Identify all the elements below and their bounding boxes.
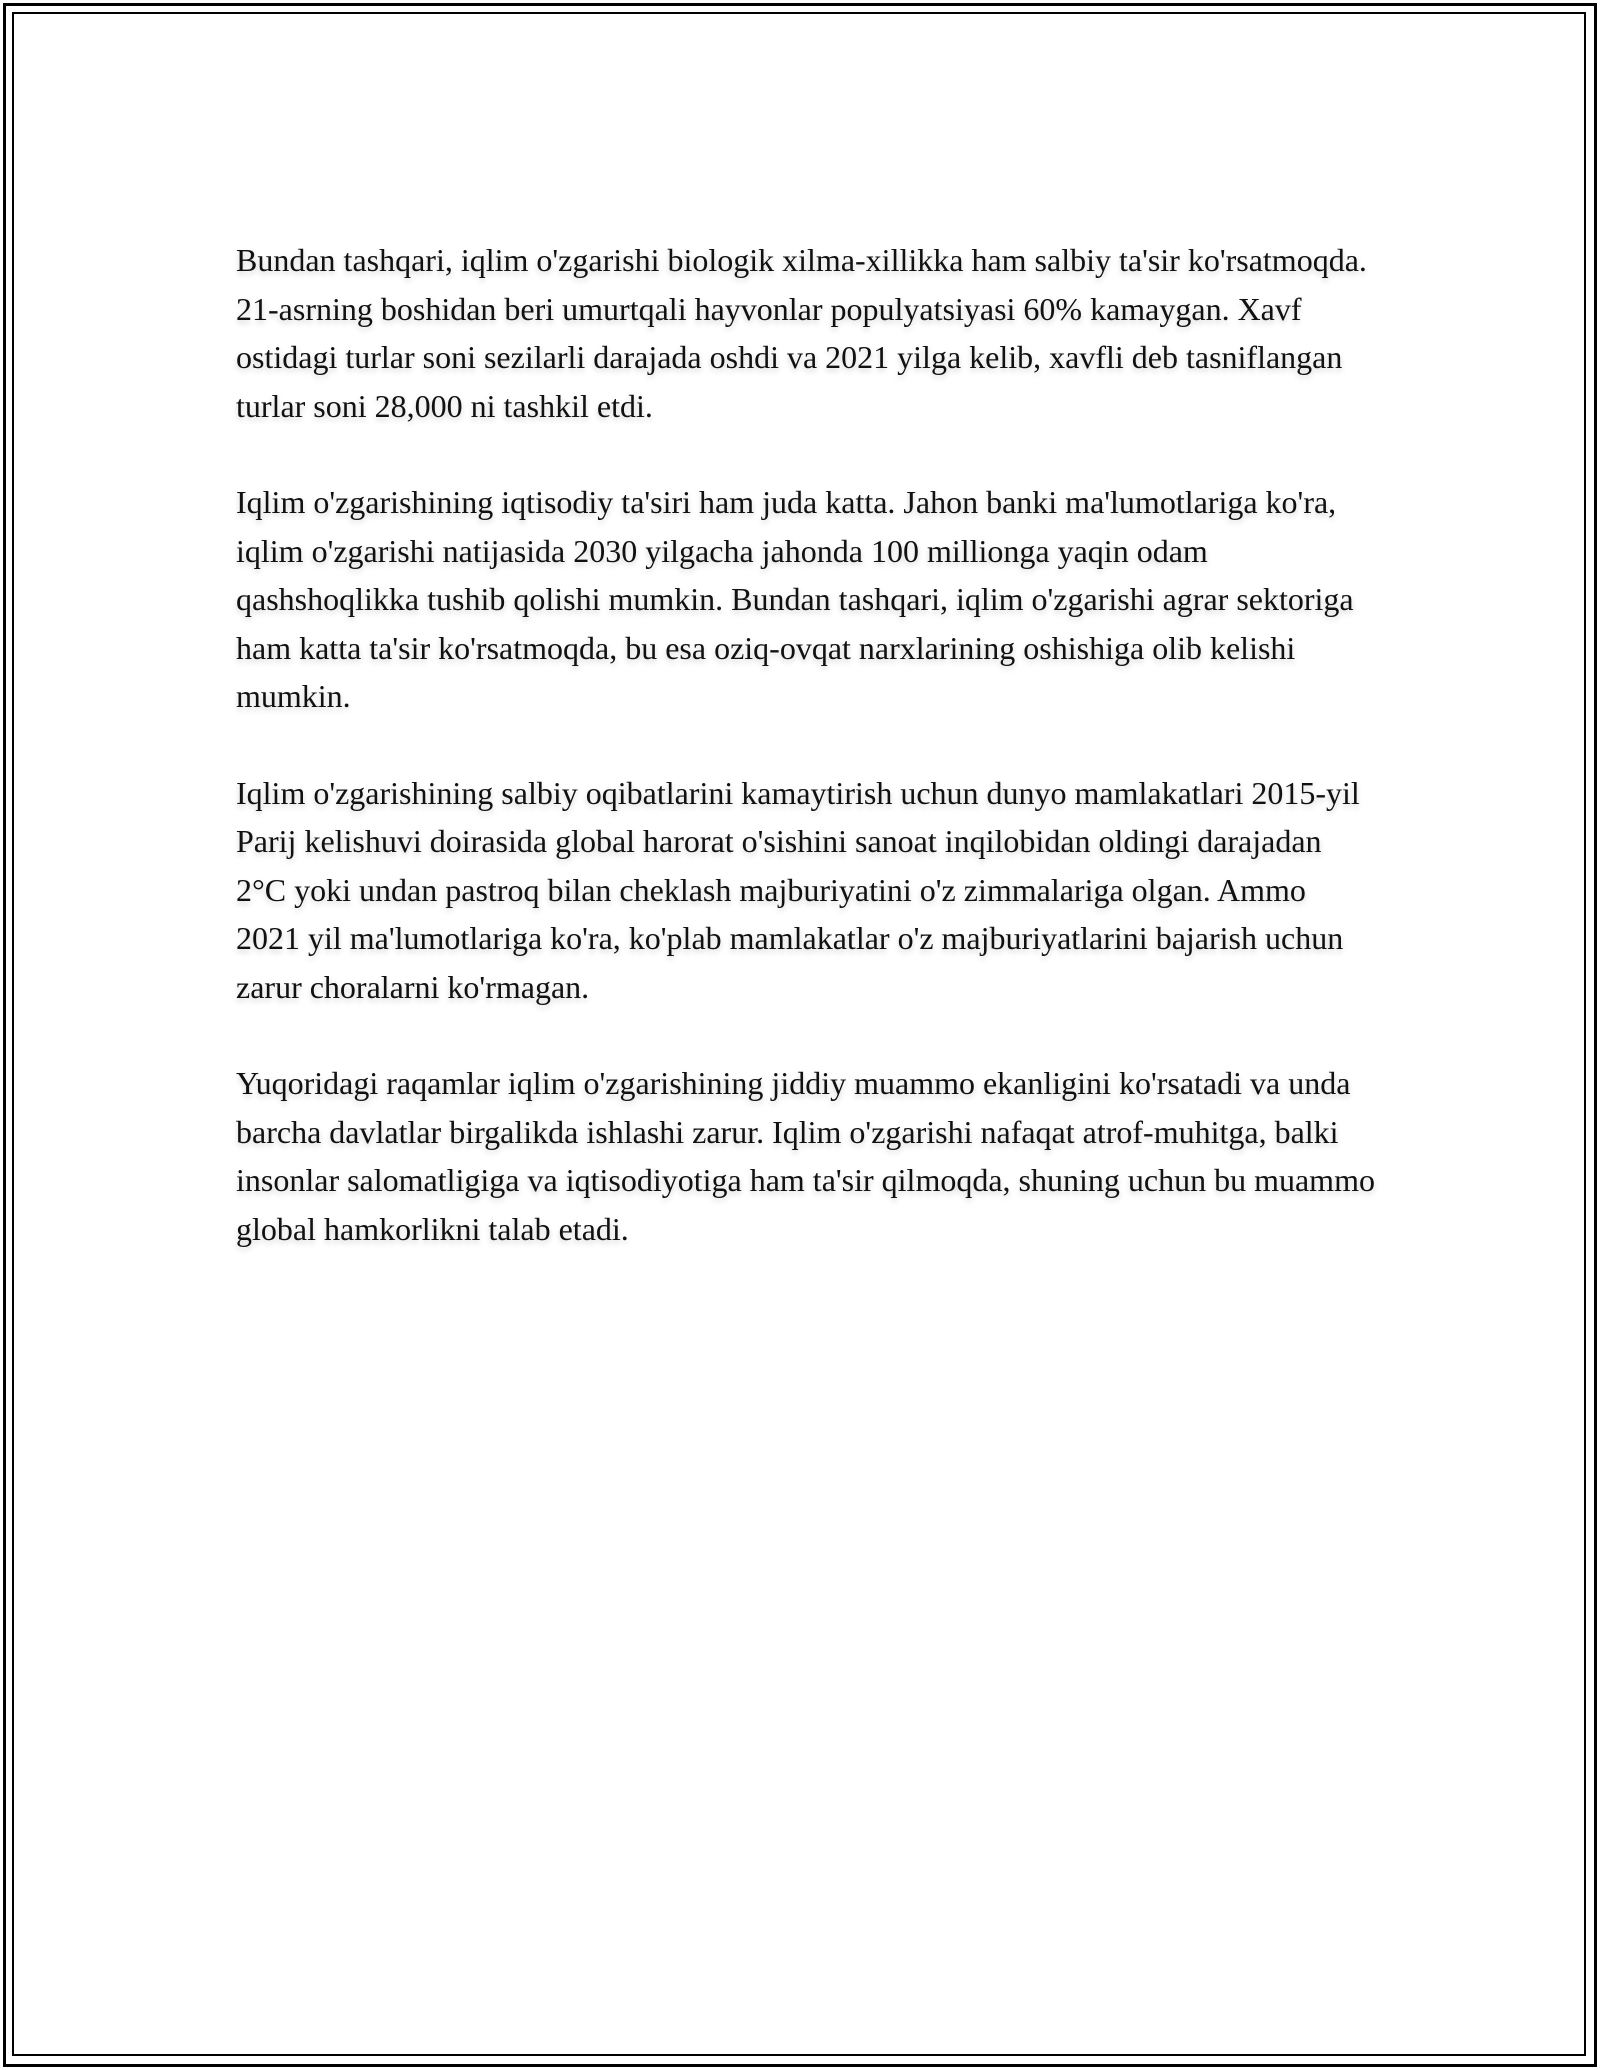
paragraph-paris-agreement: Iqlim o'zgarishining salbiy oqibatlarini kamaytirish uchun dunyo mamlakatlari 2015-yil Parij kelishuvi doirasida global harorat o'sishini sanoat inqilobidan oldingi darajadan 2°C yoki undan pastroq bilan cheklash majburiyatini o'z zimmalariga olgan. Ammo 2021 yil ma'lumotlariga ko'ra, ko'plab mamlakatlar o'z majburiyatlarini bajarish uchun zarur choralarni ko'rmagan. [236,774,1360,1005]
paragraph-conclusion: Yuqoridagi raqamlar iqlim o'zgarishining jiddiy muammo ekanligini ko'rsatadi va unda barcha davlatlar birgalikda ishlashi zarur. Iqlim o'zgarishi nafaqat atrof-muhitga, balki insonlar salomatligiga va iqtisodiyotiga ham ta'sir qilmoqda, shuning uchun bu muammo global hamkorlikni talab etadi. [236,1065,1375,1247]
paragraph-biodiversity: Bundan tashqari, iqlim o'zgarishi biologik xilma-xillikka ham salbiy ta'sir ko'rsatmoqda. 21-asrning boshidan beri umurtqali hayvonlar populyatsiyasi 60% kamaygan. Xavf ostidagi turlar soni sezilarli darajada oshdi va 2021 yilga kelib, xavfli deb tasniflangan turlar soni 28,000 ni tashkil etdi. [236,242,1367,424]
document-body [236,236,1376,1301]
paragraph-economic-impact: Iqlim o'zgarishining iqtisodiy ta'siri ham juda katta. Jahon banki ma'lumotlariga ko'ra, iqlim o'zgarishi natijasida 2030 yilgacha jahonda 100 millionga yaqin odam qashshoqlikka tushib qolishi mumkin. Bundan tashqari, iqlim o'zgarishi agrar sektoriga ham katta ta'sir ko'rsatmoqda, bu esa oziq-ovqat narxlarining oshishiga olib kelishi mumkin. [236,484,1354,714]
